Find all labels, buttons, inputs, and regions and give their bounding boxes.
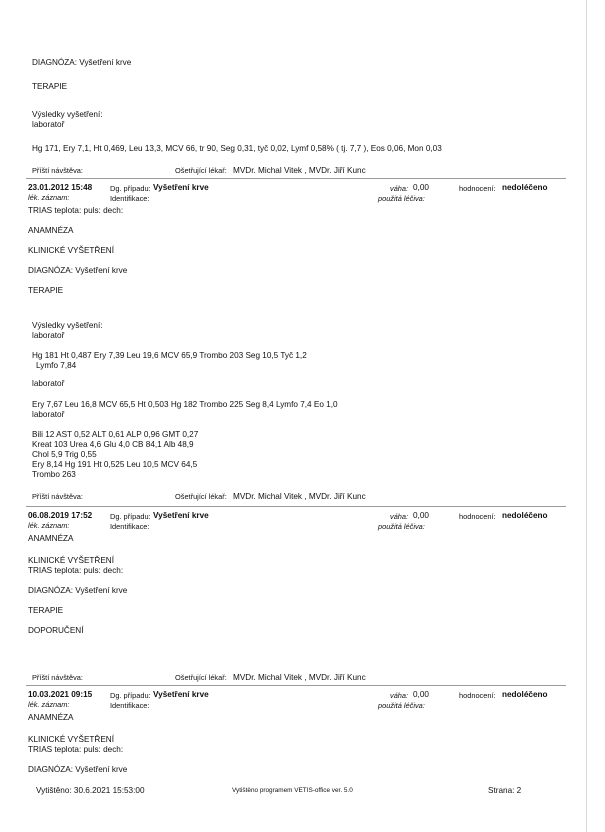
attending-vet-label: Ošetřující lékař:	[175, 673, 227, 682]
weight-label: váha:	[390, 512, 409, 521]
lab-values: Lymfo 7,84	[36, 361, 77, 370]
lab-label: laboratoř	[32, 379, 65, 388]
weight-label: váha:	[390, 184, 409, 193]
evaluation-value: nedoléčeno	[502, 690, 548, 699]
lab-values: Ery 7,67 Leu 16,8 MCV 65,5 Ht 0,503 Hg 182 Trombo 225 Seg 8,4 Lymfo 7,4 Eo 1,0	[32, 400, 338, 409]
lab-label: laboratoř	[32, 331, 65, 340]
diagnosis-line: DIAGNÓZA: Vyšetření krve	[28, 765, 128, 774]
record-date: 23.01.2012 15:48	[28, 183, 93, 192]
lab-values: Hg 181 Ht 0,487 Ery 7,39 Leu 19,6 MCV 65,9 Trombo 203 Seg 10,5 Tyč 1,2	[32, 351, 307, 360]
recommendation-heading: DOPORUČENÍ	[28, 626, 84, 635]
evaluation-value: nedoléčeno	[502, 183, 548, 192]
therapy-heading: TERAPIE	[28, 286, 64, 295]
attending-vets: MVDr. Michal Vitek , MVDr. Jiří Kunc	[233, 492, 366, 501]
record-entry-label: lék. záznam:	[28, 700, 70, 709]
weight-value: 0,00	[413, 183, 429, 192]
evaluation-value: nedoléčeno	[502, 511, 548, 520]
case-dg-label: Dg. případu:	[110, 184, 151, 193]
vitals-line: TRIAS teplota: puls: dech:	[28, 745, 124, 754]
therapy-heading: TERAPIE	[28, 606, 64, 615]
diagnosis-line: DIAGNÓZA: Vyšetření krve	[28, 266, 128, 275]
weight-value: 0,00	[413, 690, 429, 699]
case-dg-value: Vyšetření krve	[153, 690, 209, 699]
record-divider	[26, 506, 566, 507]
clinical-exam-heading: KLINICKÉ VYŠETŘENÍ	[28, 735, 114, 744]
clinical-exam-heading: KLINICKÉ VYŠETŘENÍ	[28, 556, 114, 565]
evaluation-label: hodnocení:	[459, 512, 496, 521]
record-divider	[26, 685, 566, 686]
lab-values: Bili 12 AST 0,52 ALT 0,61 ALP 0,96 GMT 0,27	[32, 430, 199, 439]
vitals-line: TRIAS teplota: puls: dech:	[28, 566, 124, 575]
lab-values: Chol 5,9 Trig 0,55	[32, 450, 97, 459]
attending-vets: MVDr. Michal Vitek , MVDr. Jiří Kunc	[233, 673, 366, 682]
results-heading: Výsledky vyšetření:	[32, 321, 103, 330]
vitals-line: TRIAS teplota: puls: dech:	[28, 206, 124, 215]
lab-values: Hg 171, Ery 7,1, Ht 0,469, Leu 13,3, MCV 66, tr 90, Seg 0,31, tyč 0,02, Lymf 0,58% ( tj. 7,7 ), Eos 0,06, Mon 0,03	[32, 144, 442, 153]
lab-label: laboratoř	[32, 120, 65, 129]
clinical-exam-heading: KLINICKÉ VYŠETŘENÍ	[28, 246, 114, 255]
attending-vet-label: Ošetřující lékař:	[175, 166, 227, 175]
anamnesis-heading: ANAMNÉZA	[28, 713, 74, 722]
identification-label: Identifikace:	[110, 522, 150, 531]
record-divider	[26, 178, 566, 179]
results-heading: Výsledky vyšetření:	[32, 110, 103, 119]
evaluation-label: hodnocení:	[459, 691, 496, 700]
lab-values: Ery 8,14 Hg 191 Ht 0,525 Leu 10,5 MCV 64,5	[32, 460, 198, 469]
case-dg-label: Dg. případu:	[110, 691, 151, 700]
page-number: Strana: 2	[488, 786, 522, 795]
diagnosis-line: DIAGNÓZA: Vyšetření krve	[28, 586, 128, 595]
therapy-heading: TERAPIE	[32, 82, 68, 91]
weight-value: 0,00	[413, 511, 429, 520]
printed-by-program: Vytištěno programem VETIS-office ver. 5.0	[232, 787, 353, 794]
case-dg-value: Vyšetření krve	[153, 183, 209, 192]
drugs-used-label: použitá léčiva:	[378, 522, 425, 531]
drugs-used-label: použitá léčiva:	[378, 194, 425, 203]
next-visit-label: Příští návštěva:	[32, 673, 83, 682]
record-date: 10.03.2021 09:15	[28, 690, 93, 699]
identification-label: Identifikace:	[110, 194, 150, 203]
case-dg-value: Vyšetření krve	[153, 511, 209, 520]
lab-values: Kreat 103 Urea 4,6 Glu 4,0 CB 84,1 Alb 48,9	[32, 440, 194, 449]
attending-vets: MVDr. Michal Vitek , MVDr. Jiří Kunc	[233, 166, 366, 175]
attending-vet-label: Ošetřující lékař:	[175, 492, 227, 501]
weight-label: váha:	[390, 691, 409, 700]
print-timestamp: Vytištěno: 30.6.2021 15:53:00	[36, 786, 145, 795]
record-entry-label: lék. záznam:	[28, 521, 70, 530]
record-entry-label: lék. záznam:	[28, 193, 70, 202]
evaluation-label: hodnocení:	[459, 184, 496, 193]
next-visit-label: Příští návštěva:	[32, 166, 83, 175]
identification-label: Identifikace:	[110, 701, 150, 710]
drugs-used-label: použitá léčiva:	[378, 701, 425, 710]
scan-edge	[586, 0, 587, 832]
anamnesis-heading: ANAMNÉZA	[28, 226, 74, 235]
anamnesis-heading: ANAMNÉZA	[28, 534, 74, 543]
diagnosis-line: DIAGNÓZA: Vyšetření krve	[32, 58, 132, 67]
record-date: 06.08.2019 17:52	[28, 511, 93, 520]
lab-values: Trombo 263	[32, 470, 76, 479]
lab-label: laboratoř	[32, 410, 65, 419]
case-dg-label: Dg. případu:	[110, 512, 151, 521]
next-visit-label: Příští návštěva:	[32, 492, 83, 501]
